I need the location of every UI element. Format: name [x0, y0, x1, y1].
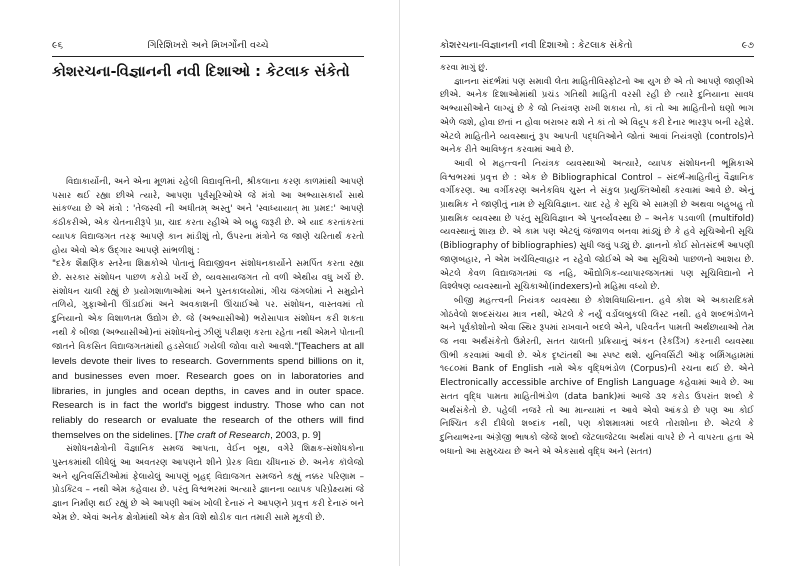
paragraph: આવી બે મહત્ત્વની નિયંત્રક વ્યવસ્થાઓ અત્યારે, વ્યાપક સંશોધનની ભૂમિકાએ વિશ્વભરમાં પ્રવૃત્ત છે : એક છે Bibliographical Control – સંદર્ભ-માહિતીનું વૈજ્ઞાનિક વર્ગીકરણ. આ વર્ગીકરણ અનેકવિધ ચુસ્ત ને સંકુલ પ્રયુક્તિઓથી કરવામાં આવે છે. એનું પ્રાથમિક ને જાણીતું નામ છે સૂચિવિજ્ઞાન. ચાદ રહે કે સૂચિ એ સામગ્રી છે અથવા બહુબહુ તો પ્રાથમિક વ્યવસ્થા છે પરંતુ સૂચિવિજ્ઞાન એ પુનર્વ્યવસ્થા છે – અનેક પડવાળી (multifold) વ્યવસ્થાનું શાસ્ત્ર છે. એ કામ પણ એટલું જંજાળવ બનવા માંડ્યું છે કે હવે સૂચિઓની સૂચિ (Bibliography of bibliographies) સુધી જવું પડ્યું છે. જ્ઞાનનો કોઈ સોતસંદર્ભ આપણી જાણબહાર, ને એમ ખર્ચવિહ્વાહાર ન રહેવો જોઈએ એ આ સૂચિઓ પાછળનો આશય છે. એટલે કેવળ વિદ્યાજગતમાં જ નહિ, ઔદ્યોગિક-વ્યાપારજગતમાં પણ સૂચિવિદ્યાનો ને વિશ્લેષણ વ્યવસ્થાનો સૂચિકાઓ(indexers)નો મહિમા વધ્યો છે.	[440, 158, 754, 293]
paragraph: કરવા માગું છું.	[440, 63, 488, 73]
chapter-title: કોશરચના-વિજ્ઞાનની નવી દિશાઓ : કેટલાક સંકેતો	[52, 64, 350, 80]
left-page-header	[52, 40, 364, 57]
left-body-text	[52, 176, 364, 526]
quote-english: [Teachers at all levels devote their lives to research. Governments spend billions on it, and businesses even moer. Research goes on in laboratories and libraries, in jungles and ocean depths, in caves and in outer space. Research is in fact the world's biggest industry. Those who can not reliably do research or evaluate the research of the others will find themselves on the sidelines. [	[52, 341, 364, 441]
running-title: ગિરિશિખરો અને મિખર્ગોની વચ્ચે	[147, 40, 269, 51]
running-title: કોશરચના-વિજ્ઞાનની નવી દિશાઓ : કેટલાક સંકેતો	[440, 40, 633, 51]
quote-paragraph	[52, 258, 364, 443]
page-number: ૯૭	[741, 40, 754, 51]
paragraph: વિદ્યાકાર્યોની, અને એના મૂળમાં રહેલી વિદ્યાવૃત્તિની, શ્રીકલાના કરણ કાળમાંથી આપણે પસાર થઈ રહ્યા છીએ ત્યારે, આપણા પૂર્વસૂરિઓએ જે મંત્રો આ અભ્યાસકાર્ય સાથે સાંકળ્યા છે એ મંત્રો : 'તેજસ્વી ની અધીતમ્ અસ્તુ' અને 'સ્વાધ્યાયાત્ મા પ્રમદ:' આપણે કંઠીકરીએ, એક ચેતનારીરૂપે પ્રા, ચાદ કરતા રહીએ એ બહુ જરૂરી છે. એ યાદ કરતાંકરતાં વ્યાપક વિદ્યાજગત તરફ આપણે કાન માંડીશું તો, ઉપરના મંત્રોને જ જાણે ચરિતાર્થ કરતો હોય એવો એક ઉદ્ગાર આપણે સાંભળીશું :	[52, 177, 364, 256]
quote-gujarati: "દરેક શૈક્ષણિક સ્તરેના શિક્ષકોએ પોતાનું વિદ્યાજીવન સંશોધનકાર્યોને સમર્પિત કરતા રહ્યા છે. સરકાર સંશોધન પાછળ કરોડો ખર્ચે છે, વ્યવસાયજગત તો વળી એથીય વધુ ખર્ચે છે. સંશોધન ચાલી રહ્યું છે પ્રયોગશાળાઓમાં અને પુસ્તકાલયોમાં, ગીચ જંગલોમાં ને સમુદ્રોને તળિયે, ગુફાઓની ઊંડાઈમાં અને અવકાશની ઊંચાઈઓ પર. સંશોધન, વાસ્તવમાં તો દુનિયાનો એક વિશાળતમ ઉદ્યોગ છે. જે (અભ્યાસીઓ) ભરોસાપાત્ર સંશોધન કરી શકતા નથી કે બીજા (અભ્યાસીઓ)નાં સંશોધનોનું ઝીણું પરીક્ષણ કરતા રહેતા નથી એમને પોતાની જાતને વિકસિત વિદ્યાજગતમાંથી હડસેલાઈ ગયેલી જોવા વારો આવશે."	[52, 259, 364, 353]
page-number: ૯૬	[52, 40, 63, 51]
citation-details: , 2003, p. 9]	[270, 429, 321, 441]
right-page	[400, 0, 800, 566]
citation-title: The craft of Research	[177, 429, 271, 441]
paragraph: બીજી મહત્ત્વની નિયંત્રક વ્યવસ્થા છે કોશવિધાયિનાન. હવે કોશ એ અકારાદિકમે ગોઠવેલો શબ્દસંચય માત્ર નથી, એટલે કે નર્યું વર્ડોલબુકલી લિસ્ટ નથી. હવે શબ્દભંડોળને અને પૂર્વકોશોનો એવા સ્થિર રૂપમાં રાખવાને બદલે એને, પરિવર્તન પામતી અર્થછાયાઓ તેમ જ નવા અર્થસંકેતો ઉમેરતી, સતત ચાલતી પ્રક્રિયાનું અંકન (રેકર્ડિંગ) કરનારી વ્યવસ્થા ઊભી કરવામાં આવી છે. એક દૃષ્ટાંતથી આ સ્પષ્ટ થશે. યુનિવર્સિટી ઑફ બર્મિંગહામમાં ૧૯૮૦માં Bank of English નામે એક વૃદ્ધિભંડોળ (Corpus)ની રચના થઈ છે. એને Electronically accessible archive of English Language કહેવામાં આવે છે. આ સતત વૃદ્ધિ પામતા માહિતીભંડોળ (data bank)માં આજે ૩૨ કરોડ ઉપરાંત શબ્દો કે અર્થસંકેતો છે. પહેલી નજરે તો આ માન્યામાં ન આવે એવો આંકડો છે પણ આ કોઈ નિશ્ચિત કરી દીધેલો શબ્દાંક નથી, પણ કોશમાત્રમાં બદલે તોરાશોના છે. એટલે કે દુનિયાભરના અંગ્રેજી ભાષકો જેજે શબ્દો જેટલાજેટલા અર્થમાં વાપરે છે ને વાપરતા હતા એ બધાનો આ સમુચ્ચય છે અને એ એકસાથે વૃદ્ધિ અને (સતત)	[440, 295, 754, 457]
right-body-text	[440, 62, 754, 459]
paragraph: જ્ઞાનના સંદર્ભમાં પણ સમાવી લેતા માહિતીવિસ્ફોટનો આ યુગ છે એ તો આપણે જાણીએ છીએ. અનેક દિશાઓમાંથી પ્રચંડ ગતિથી માહિતી વરસી રહી છે ત્યારે દુનિયાના સાવધ અભ્યાસીઓને લાગ્યું છે કે જો નિયંત્રણ રાખી શકાય તો, કાં તો આ માહિતીનો ઘણો ભાગ એળે જશે, હોવા છતાં ન હોવા બરાબર થશે ને કાં તો એ વિદ્રૂપ કરી દેનાર ભારરૂપ બની રહેશે. એટલે માહિતીને વ્યવસ્થાનું રૂપ આપતી પદ્ધતિઓને જોતાં આવાં નિયંત્રણો (controls)ને અનેક રીતે આવિષ્કૃત કરવામાં આવે છે.	[440, 76, 754, 156]
paragraph: સંશોધનક્ષેત્રોની વૈજ્ઞાનિક સમજ આપતા, વેઈન બૂથ, વગેરે શિક્ષક-સંશોધકોના પુસ્તકમાંથી લીધેલું આ અવતરણ આપણને શીને પ્રેરક વિદ્યા ચીંધનારું છે. અનેક કૉલેજો અને યુનિવર્સિટીઓમાં ફેલાયેલું આપણું બૃહદ્ વિદ્યાજગત સમજને કહ્યું નક્કર પરિણામ – પ્રોડક્ટિવ – નથી એમ કહેવાય છે. પરંતુ વિશ્વભરમાં અત્યારે જ્ઞાનના વ્યાપક પરિપ્રેક્ષ્યમાં જે જ્ઞાન નિર્માણ થઈ રહ્યું છે એ આપણી આંખ ખોલી દેનારું ને આપણને પ્રવૃત્ત કરી દેનારું બને એમ છે. એવાં અનેક ક્ષેત્રોમાંથી એક ક્ષેત્ર વિશે થોડીક વાત તમારી સામે મૂકવી છે.	[52, 444, 364, 523]
right-page-header	[440, 40, 754, 57]
